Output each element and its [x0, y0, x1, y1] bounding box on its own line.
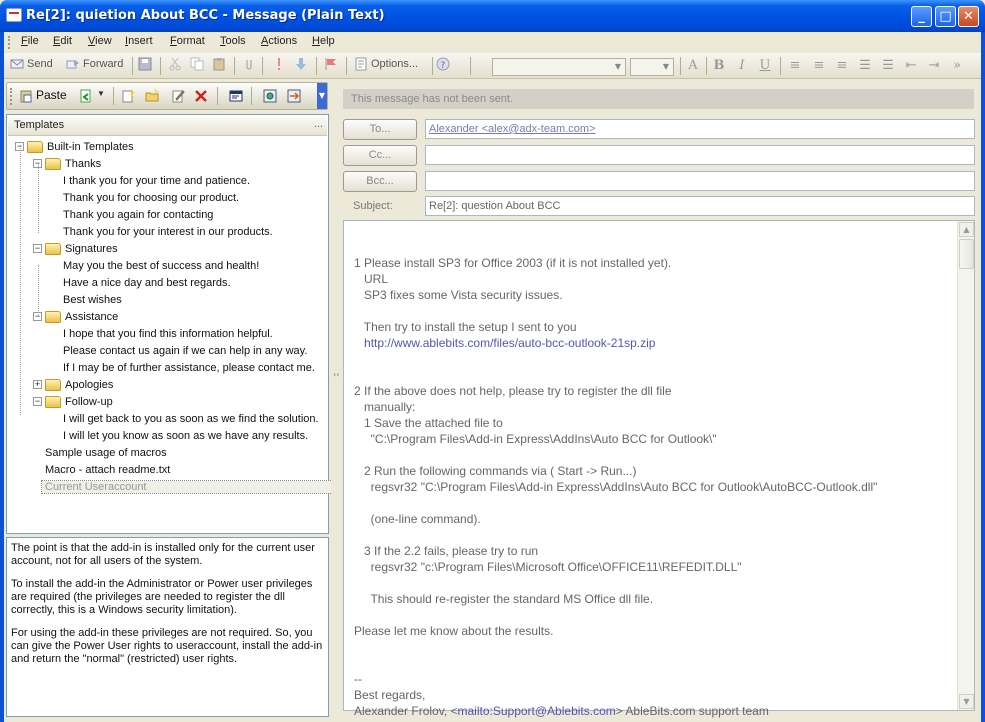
message-body[interactable]	[343, 220, 975, 718]
tree-item-label: I will get back to you as soon as we find the solution.	[63, 413, 319, 425]
toolbar-separator	[706, 57, 707, 75]
paste-label: Paste	[36, 88, 67, 102]
body-line: This should re-register the standard MS Office dll file.	[354, 592, 654, 606]
cc-button[interactable]: Cc...	[343, 145, 417, 166]
body-line: regsvr32 "c:\Program Files\Microsoft Office\OFFICE11\REFEDIT.DLL"	[354, 560, 742, 574]
to-button[interactable]: To...	[343, 119, 417, 140]
tree-folder[interactable]	[7, 156, 327, 173]
font-size-combo[interactable]	[630, 58, 674, 76]
toolbar-separator	[470, 57, 471, 75]
increase-indent-icon[interactable]: ⇥	[928, 58, 940, 73]
tree-item[interactable]	[7, 343, 327, 360]
body-line	[354, 351, 877, 367]
maximize-button[interactable]: □	[935, 6, 956, 27]
templates-title: Templates	[14, 119, 65, 131]
collapse-icon[interactable]: −	[34, 311, 41, 321]
body-line	[354, 639, 877, 655]
body-line: URL	[354, 272, 389, 286]
toolbar-grip[interactable]	[10, 88, 13, 105]
align-center-icon[interactable]: ≡	[813, 58, 825, 73]
templates-toolbar	[6, 82, 328, 110]
menu-help[interactable]: Help	[312, 35, 335, 47]
chevron-down-icon: ▼	[662, 62, 670, 71]
toolbar-separator	[780, 57, 781, 75]
export-icon[interactable]	[287, 89, 301, 103]
new-folder-icon[interactable]	[145, 89, 159, 103]
send-label: Send	[27, 57, 53, 70]
toolbar-overflow-button[interactable]: ▼	[317, 83, 327, 109]
tree-item[interactable]	[7, 360, 327, 377]
numbered-list-icon[interactable]: ☰	[859, 58, 871, 73]
align-left-icon[interactable]: ≡	[789, 58, 801, 73]
body-line: (one-line command).	[354, 512, 481, 526]
tree-connector	[38, 163, 39, 233]
tree-item-label: If I may be of further assistance, please contact me.	[63, 362, 315, 374]
pane-splitter[interactable]	[331, 80, 341, 716]
preview-paragraph: To install the add-in the Administrator or Power user privileges are required (the privileges are needed to register the dll correctly, this is a Windows security limitation).	[11, 578, 313, 616]
tree-item-label: Follow-up	[65, 396, 113, 408]
body-line	[354, 447, 877, 463]
body-line: 2 If the above does not help, please try to register the dll file	[354, 384, 672, 398]
delete-icon[interactable]	[194, 89, 208, 103]
message-window-icon[interactable]	[6, 8, 22, 22]
tree-item-label: Sample usage of macros	[45, 447, 167, 459]
title-bar[interactable]	[0, 0, 985, 32]
scroll-down-icon[interactable]: ▼	[959, 694, 974, 709]
paste-icon[interactable]	[212, 57, 226, 71]
tree-item-label: Please contact us again if we can help in any way.	[63, 345, 308, 357]
tree-item-label: Macro - attach readme.txt	[45, 464, 171, 476]
folder-icon	[45, 379, 61, 391]
body-line	[354, 367, 877, 383]
tree-item[interactable]	[7, 411, 327, 428]
templates-tree-panel	[6, 114, 329, 534]
options-icon	[354, 57, 368, 71]
subject-field[interactable]: Re[2]: question About BCC	[425, 196, 975, 216]
info-bar: This message has not been sent.	[343, 89, 974, 109]
templates-header	[8, 116, 327, 136]
tree-item-label: Current Useraccount	[42, 481, 358, 493]
tree-item[interactable]	[7, 445, 327, 462]
tree-folder[interactable]	[7, 394, 327, 411]
menu-edit[interactable]: Edit	[53, 35, 72, 47]
collapse-icon[interactable]: −	[34, 243, 41, 253]
signature-name: Alexander Frolov, <	[354, 704, 458, 718]
tree-item[interactable]	[7, 275, 327, 292]
tree-item[interactable]	[7, 292, 327, 309]
tree-item[interactable]	[7, 462, 327, 479]
menu-tools[interactable]: Tools	[220, 35, 246, 47]
window-border-right	[981, 32, 985, 722]
svg-text:?: ?	[440, 61, 446, 71]
folder-icon	[45, 311, 61, 323]
forward-button[interactable]	[66, 57, 128, 75]
tree-folder[interactable]	[7, 377, 327, 394]
italic-icon[interactable]: I	[739, 58, 745, 73]
folder-icon	[45, 243, 61, 255]
folder-icon	[27, 141, 43, 153]
support-email-link[interactable]: mailto:Support@Ablebits.com	[457, 704, 616, 718]
tree-item[interactable]	[7, 326, 327, 343]
toolbar-separator	[217, 87, 218, 105]
preview-paragraph: The point is that the add-in is installed only for the current user account, not for all users of the system.	[11, 542, 315, 567]
standard-toolbar	[4, 53, 981, 79]
toolbar-options-icon[interactable]: »	[953, 58, 961, 73]
toolbar-separator	[234, 57, 235, 75]
toolbar-separator	[251, 87, 252, 105]
underline-icon[interactable]: U	[759, 58, 771, 73]
to-recipient[interactable]: Alexander <alex@adx-team.com>	[429, 123, 596, 135]
collapse-icon[interactable]: −	[16, 141, 23, 151]
splitter-arrows-icon: ‹‹	[333, 370, 340, 379]
tree-item-label: Thank you again for contacting	[63, 209, 214, 221]
window-title: Re[2]: quietion About BCC - Message (Plain Text)	[26, 8, 385, 23]
import-icon[interactable]	[263, 89, 277, 103]
tree-item-label: Built-in Templates	[47, 141, 134, 153]
options-label: Options...	[371, 57, 419, 70]
body-line	[354, 527, 877, 543]
menu-grip[interactable]	[8, 36, 11, 49]
decrease-indent-icon[interactable]: ⇤	[905, 58, 917, 73]
scroll-up-icon[interactable]: ▲	[959, 222, 974, 237]
tree-connector	[20, 145, 21, 415]
tree-item[interactable]	[7, 428, 327, 445]
tree-folder[interactable]	[7, 309, 327, 326]
tree-item-label: I will let you know as soon as we have any results.	[63, 430, 309, 442]
body-line	[354, 655, 877, 671]
font-style-combo[interactable]	[492, 58, 626, 76]
tree-item[interactable]	[7, 224, 327, 241]
signature-team: > AbleBits.com support team	[615, 704, 769, 718]
tree-item-label: Have a nice day and best regards.	[63, 277, 231, 289]
body-line	[354, 607, 877, 623]
insert-dropdown[interactable]: ▼	[97, 89, 105, 98]
tree-item[interactable]	[7, 258, 327, 275]
preview-paragraph: For using the add-in these privileges are not required. So, you can give the Power User rights to useraccount, install the add-in and return the "normal" (restricted) user rights.	[11, 627, 323, 665]
new-template-icon[interactable]	[121, 89, 135, 103]
body-line	[354, 303, 877, 319]
download-link[interactable]: http://www.ablebits.com/files/auto-bcc-outlook-21sp.zip	[364, 336, 656, 350]
body-line: 2 Run the following commands via ( Start -> Run...)	[354, 464, 637, 478]
toolbar-separator	[160, 57, 161, 75]
tree-item-label: May you the best of success and health!	[63, 260, 260, 272]
cut-icon[interactable]	[168, 57, 182, 71]
body-line: SP3 fixes some Vista security issues.	[354, 288, 563, 302]
font-color-icon[interactable]: A	[688, 58, 698, 73]
help-icon[interactable]	[436, 57, 450, 71]
subject-label: Subject:	[353, 200, 393, 212]
toolbar-separator	[316, 57, 317, 75]
toolbar-separator	[262, 57, 263, 75]
menu-view[interactable]: View	[88, 35, 112, 47]
toolbar-separator	[346, 57, 347, 75]
insert-template-icon[interactable]	[79, 89, 93, 103]
body-line: Please let me know about the results.	[354, 624, 554, 638]
tree-item-label: Thank you for choosing our product.	[63, 192, 240, 204]
close-button[interactable]: ✕	[958, 6, 979, 27]
tree-item[interactable]	[7, 479, 327, 496]
menu-insert[interactable]: Insert	[125, 35, 153, 47]
menu-format[interactable]: Format	[170, 35, 205, 47]
menu-bar	[4, 32, 981, 52]
tree-item-label: Assistance	[65, 311, 119, 323]
tree-item[interactable]	[7, 173, 327, 190]
options-button[interactable]	[354, 57, 428, 75]
toolbar-separator	[432, 57, 433, 75]
tree-item-label: Best wishes	[63, 294, 122, 306]
menu-file[interactable]: File	[21, 35, 39, 47]
toolbar-separator	[680, 57, 681, 75]
copy-icon[interactable]	[190, 57, 204, 71]
body-line: --	[354, 672, 362, 686]
collapse-icon[interactable]: −	[34, 396, 41, 406]
edit-icon[interactable]	[171, 89, 185, 103]
body-line: regsvr32 "C:\Program Files\Add-in Express\AddIns\Auto BCC for Outlook\AutoBCC-Outlook.dll"	[354, 480, 878, 494]
templates-menu-button[interactable]: ...	[313, 118, 323, 130]
body-line	[354, 495, 877, 511]
align-right-icon[interactable]: ≡	[836, 58, 848, 73]
expand-icon[interactable]: +	[34, 379, 41, 389]
collapse-icon[interactable]: −	[34, 158, 41, 168]
tree-item-label: Signatures	[65, 243, 118, 255]
tree-item[interactable]	[7, 190, 327, 207]
body-line: manually:	[354, 400, 416, 414]
forward-icon	[66, 57, 80, 71]
body-line: Best regards,	[354, 688, 426, 702]
save-icon[interactable]	[138, 57, 152, 71]
body-line: 3 If the 2.2 fails, please try to run	[354, 544, 539, 558]
tree-item-label: I thank you for your time and patience.	[63, 175, 251, 187]
bullet-list-icon[interactable]: ☰	[882, 58, 894, 73]
folder-icon	[45, 158, 61, 170]
paste-button[interactable]	[19, 88, 67, 106]
chevron-down-icon: ▼	[614, 62, 622, 71]
tree-item[interactable]	[7, 207, 327, 224]
down-arrow-icon[interactable]	[294, 57, 308, 71]
tree-item-label: I hope that you find this information helpful.	[63, 328, 273, 340]
exclamation-icon[interactable]	[272, 57, 286, 71]
template-preview	[6, 537, 329, 717]
tree-item-label: Thanks	[65, 158, 102, 170]
bcc-button[interactable]: Bcc...	[343, 171, 417, 192]
flag-icon[interactable]	[324, 57, 338, 71]
body-line: 1 Please install SP3 for Office 2003 (if it is not installed yet).	[354, 256, 672, 270]
cc-field[interactable]	[425, 145, 975, 165]
folder-icon	[45, 396, 61, 408]
send-button[interactable]	[10, 57, 62, 75]
body-line	[354, 575, 877, 591]
tree-item-label: Thank you for your interest in our products.	[63, 226, 273, 238]
body-line: Then try to install the setup I sent to you	[354, 320, 577, 334]
properties-icon[interactable]	[229, 89, 243, 103]
scroll-thumb[interactable]	[959, 239, 974, 269]
forward-label: Forward	[83, 57, 124, 70]
tree-connector	[38, 265, 39, 315]
body-line	[354, 703, 877, 719]
envelope-icon	[10, 57, 24, 71]
tree-item-label: Apologies	[65, 379, 114, 391]
body-line: 1 Save the attached file to	[354, 416, 503, 430]
vertical-scrollbar[interactable]	[957, 221, 974, 710]
paste-icon	[19, 89, 33, 103]
toolbar-separator	[113, 87, 114, 105]
toolbar-separator	[132, 57, 133, 75]
paperclip-icon[interactable]	[242, 57, 256, 71]
minimize-button[interactable]: _	[911, 6, 932, 27]
to-field[interactable]	[425, 119, 975, 139]
menu-actions[interactable]: Actions	[261, 35, 298, 47]
message-body-text[interactable]	[354, 255, 877, 719]
tree-folder[interactable]	[7, 139, 327, 156]
body-line: "C:\Program Files\Add-in Express\AddIns\Auto BCC for Outlook\"	[354, 432, 717, 446]
bcc-field[interactable]	[425, 171, 975, 191]
tree-folder[interactable]	[7, 241, 327, 258]
bold-icon[interactable]: B	[713, 58, 725, 73]
body-line	[354, 335, 877, 351]
